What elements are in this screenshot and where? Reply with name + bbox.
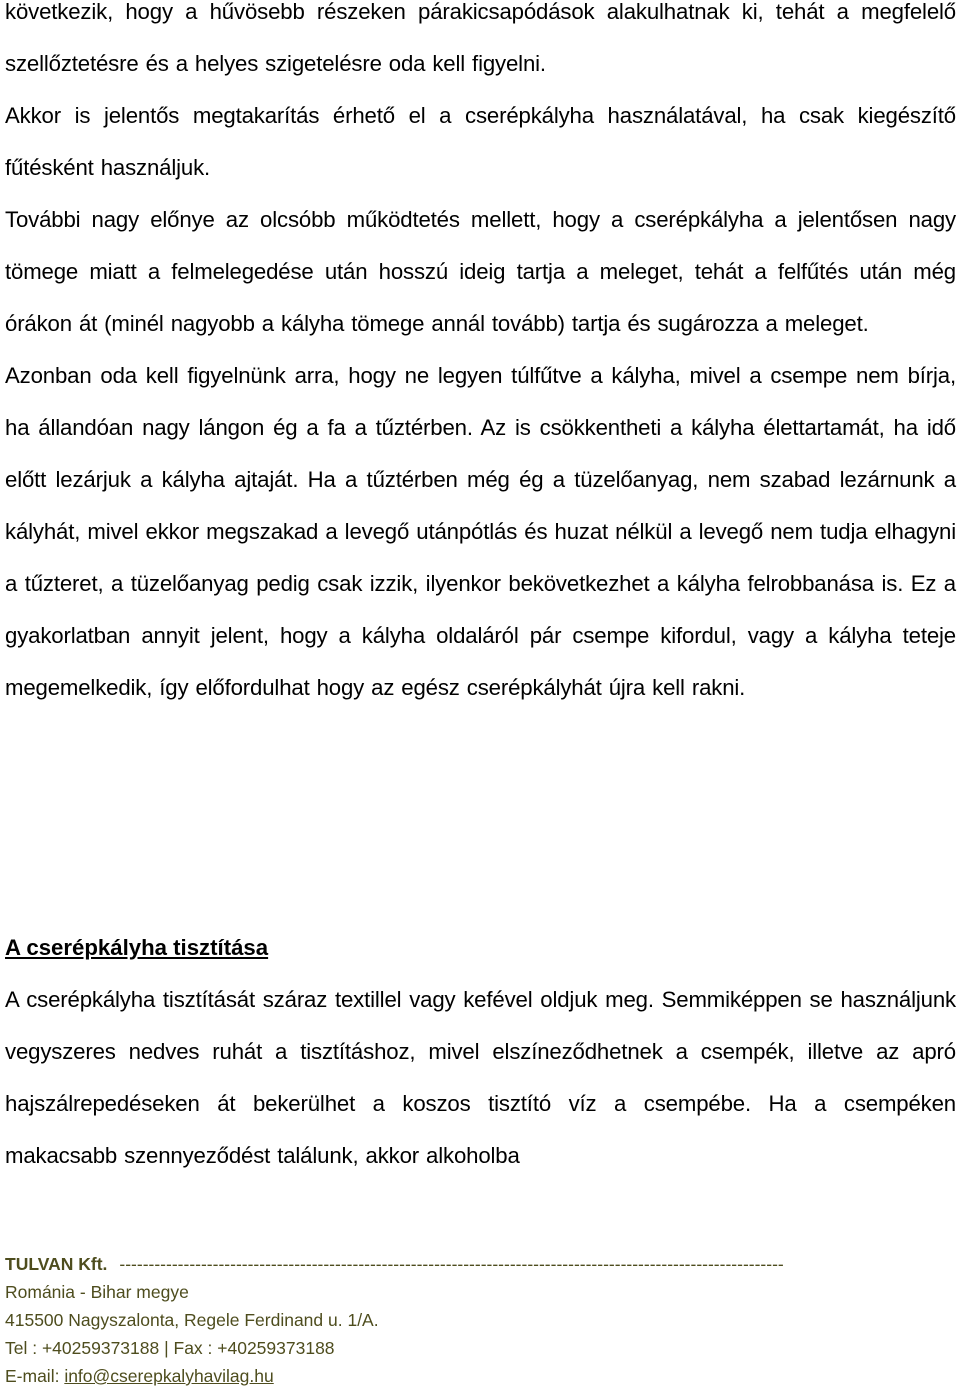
document-page [5,0,956,1386]
paragraph-heat-retention: További nagy előnye az olcsóbb működtetés mellett, hogy a cserépkályha a jelentősen nagy tömege miatt a felmelegedése után hosszú ideig tartja a meleget, tehát a felfűtés után még órákon át (minél nagyobb a kályha tömege annál tovább) tartja és sugározza a meleget. [5,207,956,336]
footer-company-name: TULVAN Kft. [5,1254,108,1274]
paragraph-overheating: Azonban oda kell figyelnünk arra, hogy ne legyen túlfűtve a kályha, mivel a csempe nem bírja, ha állandóan nagy lángon ég a fa a tűztérben. Az is csökkentheti a kályha élettartamát, ha idő előtt lezárjuk a kályha ajtaját. Ha a tűztérben még ég a tüzelőanyag, nem szabad lezárnunk a kályhát, mivel ekkor megszakad a levegő utánpótlás és huzat nélkül a levegő nem tudja elhagyni a tűzteret, a tüzelőanyag pedig csak izzik, ilyenkor bekövetkezhet a kályha felrobbanása is. Ez a gyakorlatban annyit jelent, hogy a kályha oldaláról pár csempe kifordul, vagy a kályha teteje megemelkedik, így előfordulhat hogy az egész cserépkályhát újra kell rakni. [5,363,956,700]
paragraph-cleaning: A cserépkályha tisztítását száraz textillel vagy kefével oldjuk meg. Semmiképpen se használjunk vegyszeres nedves ruhát a tisztításhoz, mivel elszíneződhetnek a csempék, illetve az apró hajszálrepedéseken át bekerülhet a koszos tisztító víz a csempébe. Ha a csempéken makacsabb szennyeződést találunk, akkor alkoholba [5,987,956,1168]
footer-email-link[interactable]: info@cserepkalyhavilag.hu [64,1366,274,1386]
footer-address: 415500 Nagyszalonta, Regele Ferdinand u. 1/A. [5,1310,379,1330]
paragraph-condensation: következik, hogy a hűvösebb részeken párakicsapódások alakulhatnak ki, tehát a megfelelő szellőztetésre és a helyes szigetelésre oda kell figyelni. [5,0,956,76]
page-footer [5,1250,956,1390]
footer-email-line [5,1362,956,1390]
section-cleaning [5,974,956,1182]
footer-email-label: E-mail: [5,1366,65,1386]
footer-region: Románia - Bihar megye [5,1282,189,1302]
paragraph-savings: Akkor is jelentős megtakarítás érhető el a cserépkályha használatával, ha csak kiegészítő fűtésként használjuk. [5,103,956,180]
section-heading-cleaning: A cserépkályha tisztítása [5,935,269,960]
footer-company-line [5,1250,956,1278]
footer-phone-fax: Tel : +40259373188 | Fax : +40259373188 [5,1338,335,1358]
footer-divider-dashes: ------------------------------------------------------------------------------------------------------------------ [119,1254,784,1274]
